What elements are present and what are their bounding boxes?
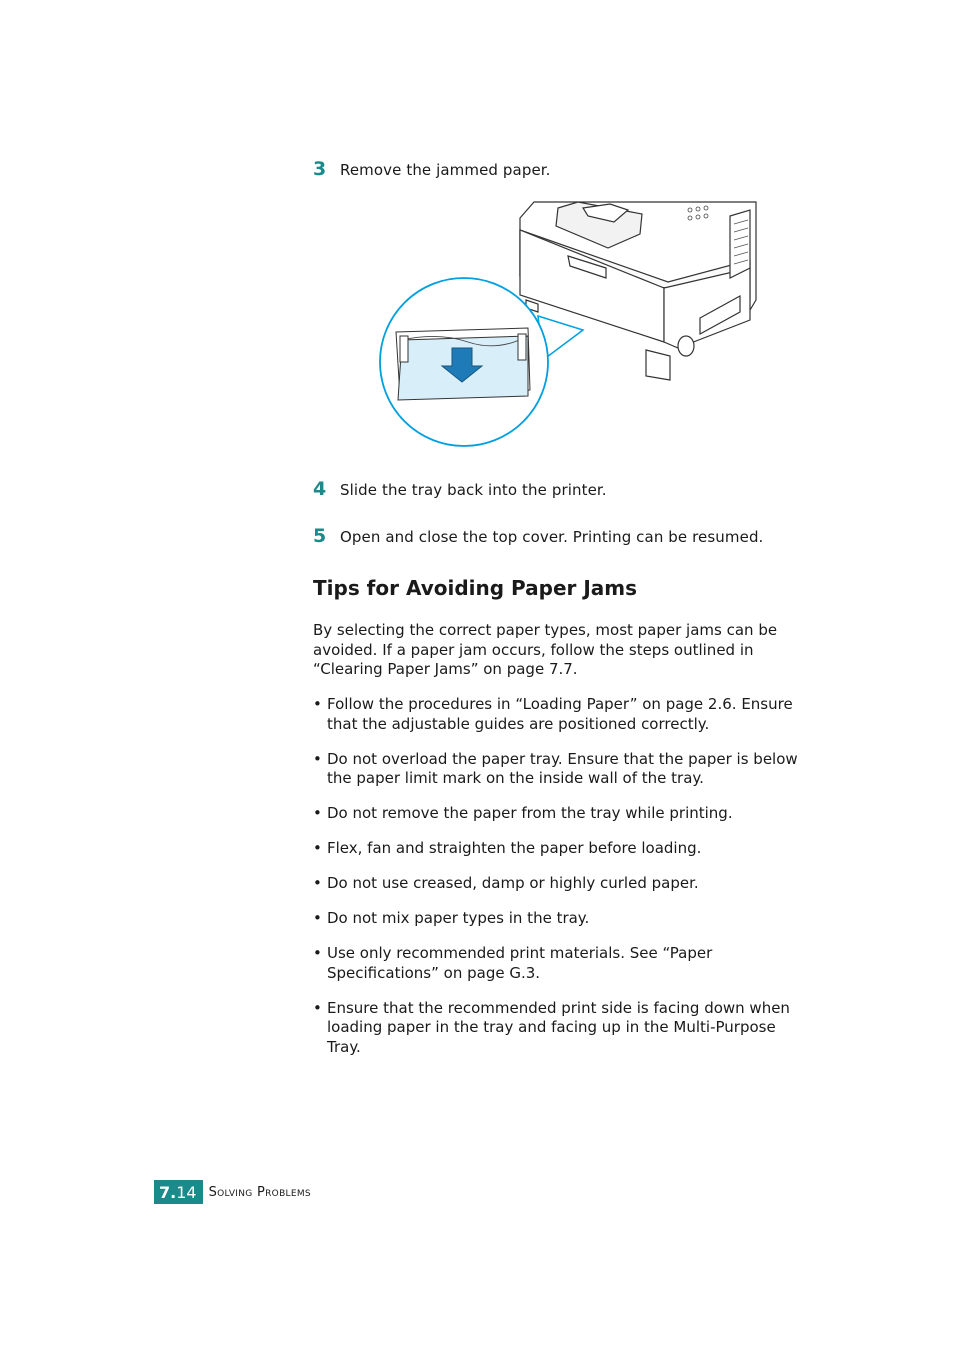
footer-section-title: Solving Problems — [208, 1184, 311, 1200]
page-footer — [154, 1180, 311, 1204]
intro-paragraph: By selecting the correct paper types, most paper jams can be avoided. If a paper jam occurs, follow the steps outlined in “Clearing Paper Jams” on page 7.7. — [313, 621, 778, 678]
page-number-badge — [154, 1180, 203, 1204]
step-number: 5 — [313, 525, 327, 547]
step-4 — [313, 478, 607, 500]
list-item: • Follow the procedures in “Loading Paper” on page 2.6. Ensure that the adjustable guides are positioned correctly. — [313, 695, 813, 734]
printer-paper-jam-illustration — [378, 200, 758, 450]
step-text: Open and close the top cover. Printing can be resumed. — [340, 528, 764, 546]
step-number: 3 — [313, 158, 327, 180]
list-item: • Ensure that the recommended print side is facing down when loading paper in the tray and facing up in the Multi-Purpose Tray. — [313, 999, 813, 1058]
list-item: • Flex, fan and straighten the paper before loading. — [313, 839, 813, 859]
section-heading: Tips for Avoiding Paper Jams — [313, 576, 638, 600]
page-number: 14 — [176, 1182, 197, 1202]
chapter-number: 7. — [159, 1182, 177, 1202]
list-item: • Do not mix paper types in the tray. — [313, 909, 813, 929]
step-3 — [313, 158, 551, 180]
list-item: • Do not overload the paper tray. Ensure that the paper is below the paper limit mark on the inside wall of the tray. — [313, 750, 813, 789]
step-text: Slide the tray back into the printer. — [340, 481, 607, 499]
step-5 — [313, 525, 763, 547]
list-item: • Use only recommended print materials. See “Paper Specifications” on page G.3. — [313, 944, 813, 983]
list-item: • Do not remove the paper from the tray while printing. — [313, 804, 813, 824]
step-text: Remove the jammed paper. — [340, 161, 551, 179]
step-number: 4 — [313, 478, 327, 500]
tips-list — [313, 695, 813, 1073]
list-item: • Do not use creased, damp or highly curled paper. — [313, 874, 813, 894]
